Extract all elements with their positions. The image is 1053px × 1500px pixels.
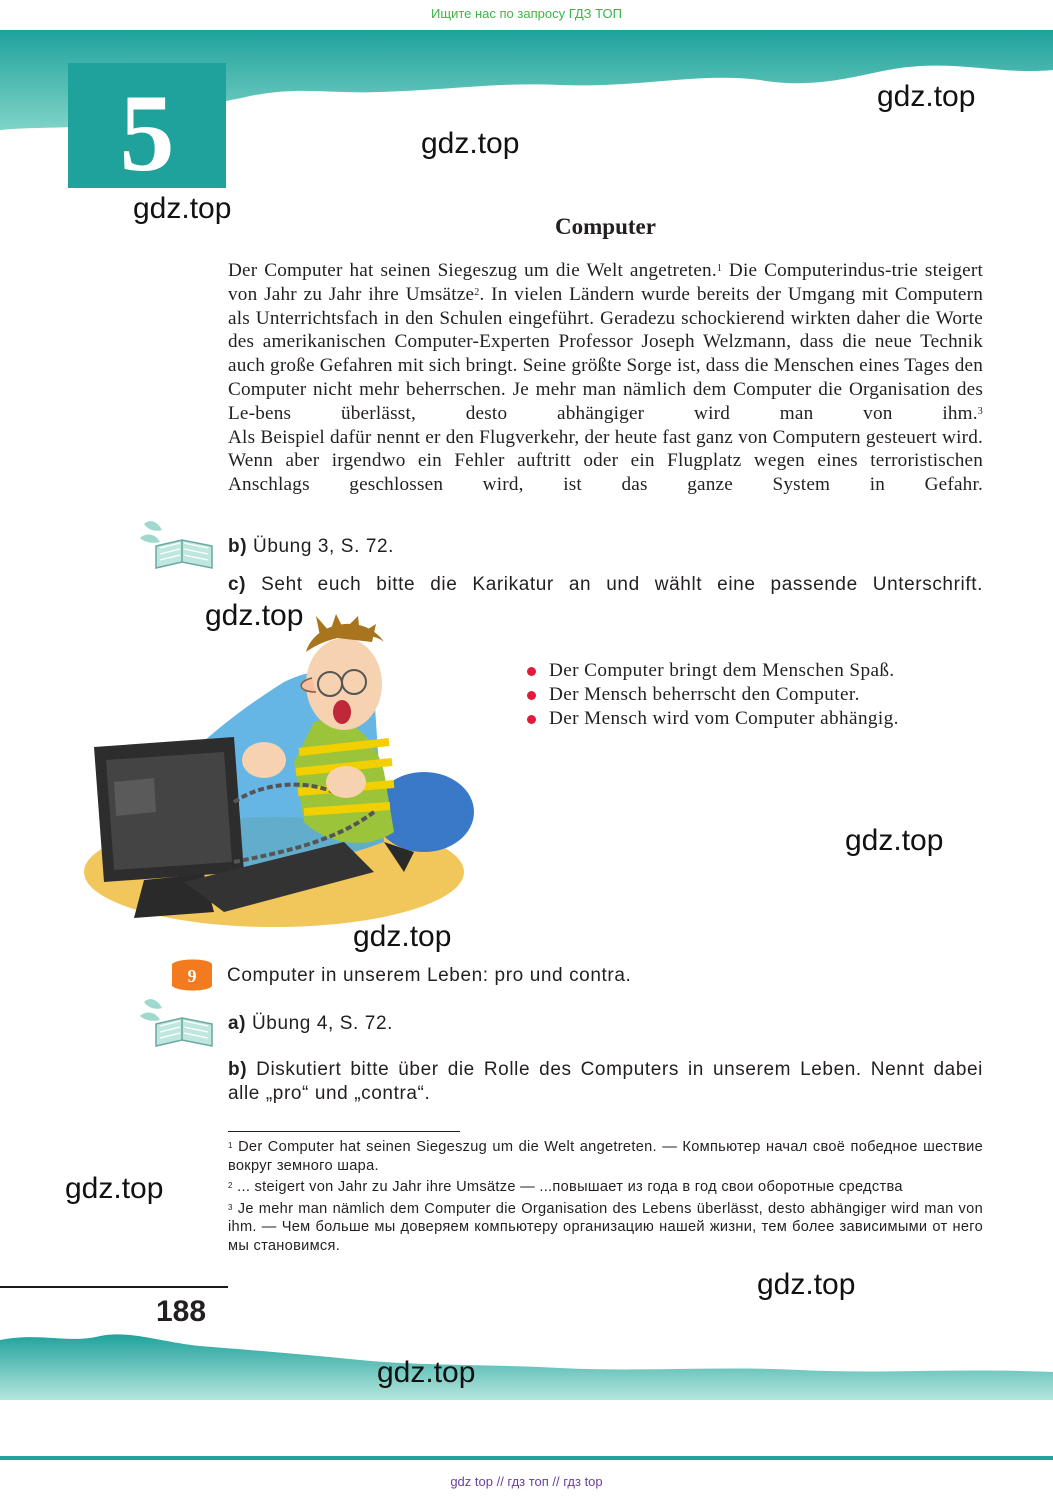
task-text: Übung 4, S. 72. [246, 1013, 394, 1034]
book-icon [138, 516, 218, 574]
task-label: b) [228, 536, 248, 557]
task-b-discussion [228, 1058, 983, 1106]
footnote-number: 2 [228, 1181, 233, 1190]
footnote-ref[interactable]: 1 [716, 263, 723, 274]
chapter-number-box: 5 [68, 63, 226, 188]
footnote [228, 1200, 983, 1256]
article-text: Der Computer hat seinen Siegeszug um die Welt angetreten. [228, 260, 717, 281]
footnote-number: 3 [228, 1202, 233, 1212]
task-text: Seht euch bitte die Karikatur an und wählt eine passende Unterschrift. [246, 574, 983, 595]
watermark: gdz.top [205, 599, 304, 632]
bottom-banner-text[interactable]: gdz top // гдз топ // гдз top [450, 1474, 603, 1489]
watermark: gdz.top [353, 920, 452, 953]
top-banner-text[interactable]: Ищите нас по запросу ГДЗ ТОП [431, 6, 622, 21]
footnote-text: Der Computer hat seinen Siegeszug um die Welt angetreten. — Компьютер начал своё победное шествие вокруг земного шара. [228, 1139, 983, 1174]
footnote-divider [228, 1131, 460, 1132]
page-number: 188 [156, 1295, 207, 1328]
article-paragraph-2: Als Beispiel dafür nennt er den Flugverkehr, der heute fast ganz von Computern gesteuert wird. Wenn aber irgendwo ein Fehler auftritt oder ein Flugplatz wegen eines terroristischen Anschlags geschlossen wird, ist das ganze System in Gefahr. [228, 426, 983, 496]
caption-option: Der Mensch wird vom Computer abhängig. [527, 707, 967, 731]
footer-wave-decoration [0, 1320, 1053, 1460]
footnote [228, 1138, 983, 1175]
caption-option: Der Mensch beherrscht den Computer. [527, 683, 967, 707]
article-title: Computer [555, 214, 656, 239]
article-text: Die Computerindus-trie steigert von Jahr zu Jahr ihre Umsätze [228, 260, 983, 305]
task-text: Diskutiert bitte über die Rolle des Computers in unserem Leben. Nennt dabei alle „pro“ und „contra“. [228, 1059, 983, 1104]
footnote [228, 1178, 983, 1197]
watermark: gdz.top [757, 1268, 856, 1301]
task-c-caption [228, 574, 983, 596]
caption-option: Der Computer bringt dem Menschen Spaß. [527, 659, 967, 683]
task-text: Übung 3, S. 72. [247, 536, 395, 557]
caption-options-list [527, 659, 967, 730]
footnote-ref[interactable]: 3 [977, 405, 983, 417]
article-text: . In vielen Ländern wurde bereits der Umgang mit Computern als Unterrichtsfach in den Schulen eingeführt. Geradezu schockierend wirkten daher die Worte des amerikanischen Computer-Experten Professor Joseph Welzmann, dass die neue Technik auch große Gefahren mit sich bringt. Seine größte Sorge ist, dass die Menschen eines Tages den Computer nicht mehr beherrschen. Je mehr man nämlich dem Computer die Organisation des Le-bens überlässt, desto abhängiger wird man von ihm. [228, 283, 983, 424]
watermark: gdz.top [133, 192, 232, 225]
task-a-exercise [228, 1013, 393, 1035]
watermark: gdz.top [65, 1172, 164, 1205]
page-number-rule [0, 1286, 228, 1288]
watermark: gdz.top [377, 1356, 476, 1389]
footnote-number: 1 [228, 1141, 233, 1150]
article-body [228, 259, 983, 497]
cartoon-illustration [84, 612, 480, 930]
task-9-heading: Computer in unserem Leben: pro und contra. [227, 965, 632, 986]
task-number: 9 [187, 966, 197, 986]
task-number-badge [168, 958, 214, 992]
footnotes [228, 1138, 983, 1258]
task-label: b) [228, 1059, 248, 1080]
watermark: gdz.top [877, 80, 976, 113]
task-b-exercise [228, 536, 394, 558]
watermark: gdz.top [421, 127, 520, 160]
watermark: gdz.top [845, 824, 944, 857]
task-label: a) [228, 1013, 247, 1034]
task-label: c) [228, 574, 247, 595]
footnote-text: ... steigert von Jahr zu Jahr ihre Umsätze — ...повышает из года в год свои оборотные средства [232, 1179, 903, 1195]
book-icon [138, 994, 218, 1052]
footnote-text: Je mehr man nämlich dem Computer die Organisation des Lebens überlässt, desto abhängiger wird man von ihm. — Чем больше мы доверяем компьютеру организацию нашей жизни, тем более зависимыми от него мы становимся. [228, 1200, 983, 1254]
footnote-ref[interactable]: 2 [474, 286, 480, 298]
